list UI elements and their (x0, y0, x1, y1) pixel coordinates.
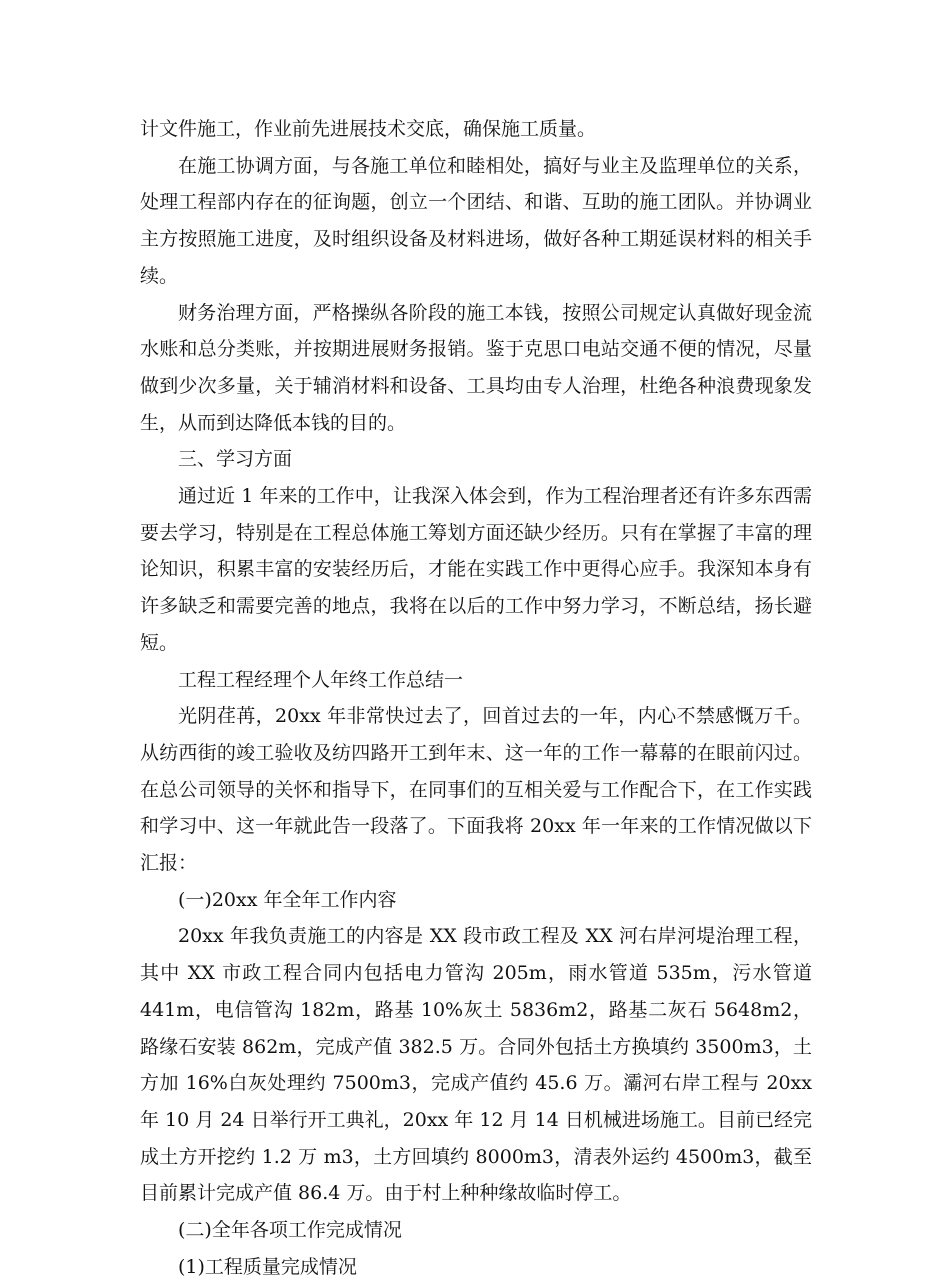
paragraph-learning: 通过近 1 年来的工作中，让我深入体会到，作为工程治理者还有许多东西需要去学习，特别是在工程总体施工筹划方面还缺少经历。只有在掌握了丰富的理论知识，积累丰富的安装经历后，才能在实践工作中更得心应手。我深知本身有许多缺乏和需要完善的地点，我将在以后的工作中努力学习，不断总结，扬长避短。 (140, 485, 812, 654)
paragraph-work-content: 20xx 年我负责施工的内容是 XX 段市政工程及 XX 河右岸河堤治理工程，其中 XX 市政工程合同内包括电力管沟 205m，雨水管道 535m，污水管道 441m，电信管沟 182m，路基 10%灰土 5836m2，路基二灰石 5648m2，路缘石安装 862m，完成产值 382.5 万。合同外包括土方换填约 3500m3，土方加 16%白灰处理约 7500m3，完成产值约 45.6 万。灞河右岸工程与 20xx 年 10 月 24 日举行开工典礼，20xx 年 12 月 14 日机械进场施工。目前已经完成土方开挖约 1.2 万 m3，土方回填约 8000m3，清表外运约 4500m3，截至目前累计完成产值 86.4 万。由于村上种种缘故临时停工。 (140, 925, 812, 1205)
section-heading-learning: 三、学习方面 (178, 448, 293, 471)
subheading-work-completion: (二)全年各项工作完成情况 (178, 1219, 402, 1242)
paragraph-continuation: 计文件施工，作业前先进展技术交底，确保施工质量。 (140, 118, 597, 140)
subheading-quality-completion: (1)工程质量完成情况 (178, 1255, 357, 1278)
document-body (140, 111, 812, 1286)
paragraph-annual-intro: 光阴荏苒，20xx 年非常快过去了，回首过去的一年，内心不禁感慨万千。从纺西街的竣工验收及纺四路开工到年末、这一年的工作一幕幕的在眼前闪过。在总公司领导的关怀和指导下，在同事们的互相关爱与工作配合下，在工作实践和学习中、这一年就此告一段落了。下面我将 20xx 年一年来的工作情况做以下汇报： (140, 705, 812, 875)
section-heading-annual-summary: 工程工程经理个人年终工作总结一 (178, 668, 464, 691)
paragraph-construction-coordination: 在施工协调方面，与各施工单位和睦相处，搞好与业主及监理单位的关系，处理工程部内存在的征询题，创立一个团结、和谐、互助的施工团队。并协调业主方按照施工进度，及时组织设备及材料进场，做好各种工期延误材料的相关手续。 (140, 154, 812, 287)
paragraph-financial-management: 财务治理方面，严格操纵各阶段的施工本钱，按照公司规定认真做好现金流水账和总分类账，并按期进展财务报销。鉴于克思口电站交通不便的情况，尽量做到少次多量，关于辅消材料和设备、工具均由专人治理，杜绝各种浪费现象发生，从而到达降低本钱的目的。 (140, 301, 812, 434)
subheading-work-content: (一)20xx 年全年工作内容 (178, 888, 397, 911)
